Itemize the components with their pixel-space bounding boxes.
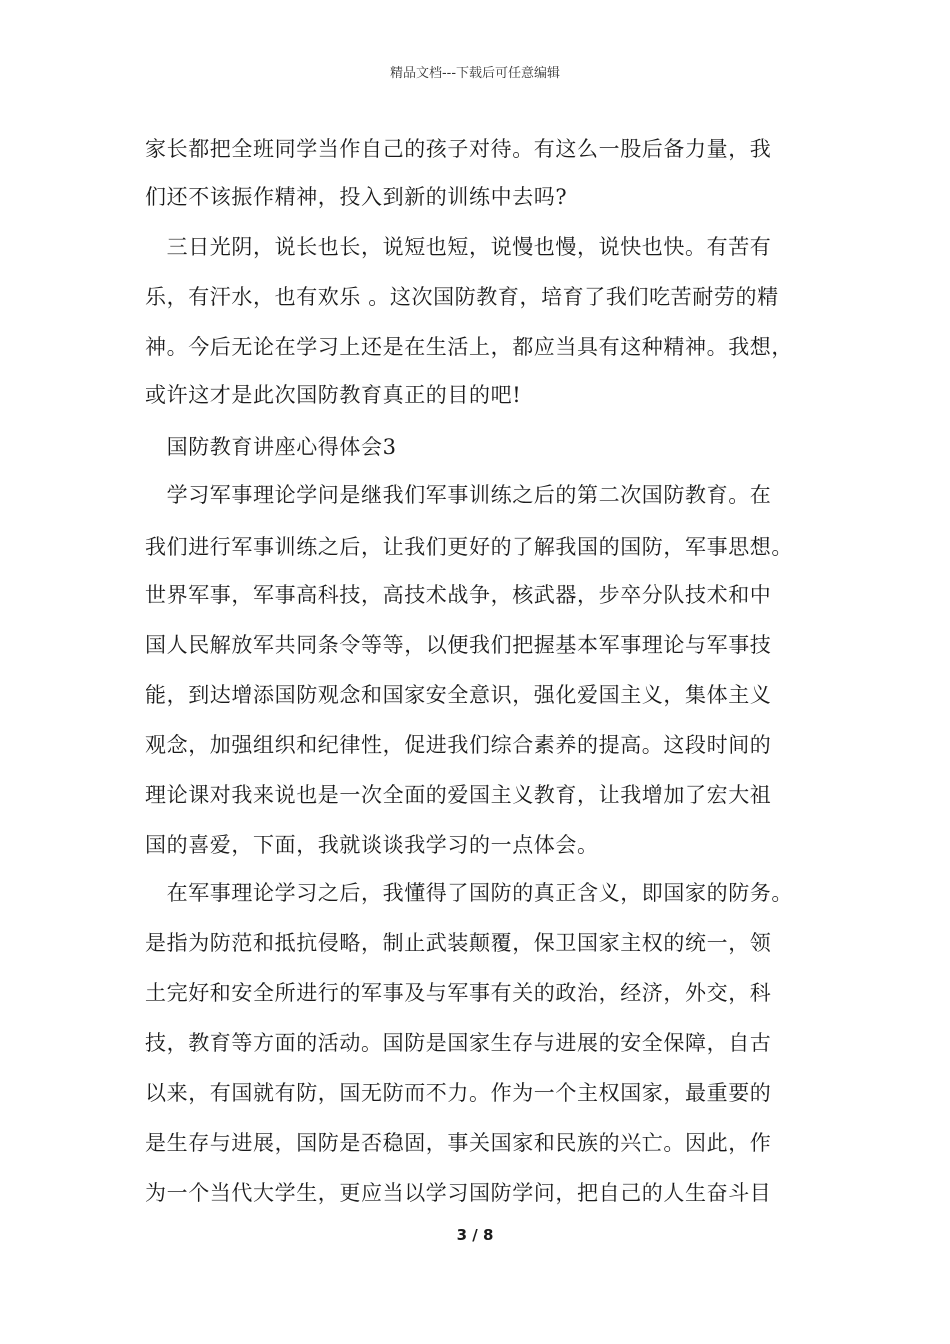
page-number: 3 / 8 — [456, 1226, 494, 1244]
text-line: 乐，有汗水，也有欢乐 。这次国防教育，培育了我们吃苦耐劳的精 — [145, 285, 779, 309]
page-header: 精品文档---下载后可任意编辑 — [389, 66, 561, 81]
text-line: 技，教育等方面的活动。国防是国家生存与进展的安全保障，自古 — [145, 1031, 772, 1055]
text-line: 国人民解放军共同条令等等，以便我们把握基本军事理论与军事技 — [145, 633, 772, 657]
text-line: 我们进行军事训练之后，让我们更好的了解我国的国防，军事思想。 — [145, 535, 793, 559]
text-line: 为一个当代大学生，更应当以学习国防学问，把自己的人生奋斗目 — [145, 1181, 772, 1205]
text-line: 神。今后无论在学习上还是在生活上，都应当具有这种精神。我想， — [145, 335, 793, 359]
text-line: 学习军事理论学问是继我们军事训练之后的第二次国防教育。在 — [145, 483, 772, 507]
text-line: 能，到达增添国防观念和国家安全意识，强化爱国主义，集体主义 — [145, 683, 772, 707]
text-line: 国的喜爱，下面，我就谈谈我学习的一点体会。 — [145, 833, 599, 857]
text-line: 在军事理论学习之后，我懂得了国防的真正含义，即国家的防务。 — [145, 881, 793, 905]
text-line: 以来，有国就有防，国无防而不力。作为一个主权国家，最重要的 — [145, 1081, 772, 1105]
text-line: 三日光阴，说长也长，说短也短，说慢也慢，说快也快。有苦有 — [145, 235, 772, 259]
text-line: 观念，加强组织和纪律性，促进我们综合素养的提高。这段时间的 — [145, 733, 772, 757]
text-line: 理论课对我来说也是一次全面的爱国主义教育，让我增加了宏大祖 — [145, 783, 772, 807]
text-line: 们还不该振作精神，投入到新的训练中去吗? — [145, 185, 568, 209]
text-line: 土完好和安全所进行的军事及与军事有关的政治，经济，外交，科 — [145, 981, 772, 1005]
text-line: 或许这才是此次国防教育真正的目的吧! — [145, 383, 522, 407]
text-line: 是生存与进展，国防是否稳固，事关国家和民族的兴亡。因此，作 — [145, 1131, 772, 1155]
text-line: 家长都把全班同学当作自己的孩子对待。有这么一股后备力量，我 — [145, 137, 772, 161]
text-line: 是指为防范和抵抗侵略，制止武装颠覆，保卫国家主权的统一，领 — [145, 931, 772, 955]
text-line: 世界军事，军事高科技，高技术战争，核武器，步卒分队技术和中 — [145, 583, 772, 607]
section-heading: 国防教育讲座心得体会3 — [145, 435, 397, 459]
